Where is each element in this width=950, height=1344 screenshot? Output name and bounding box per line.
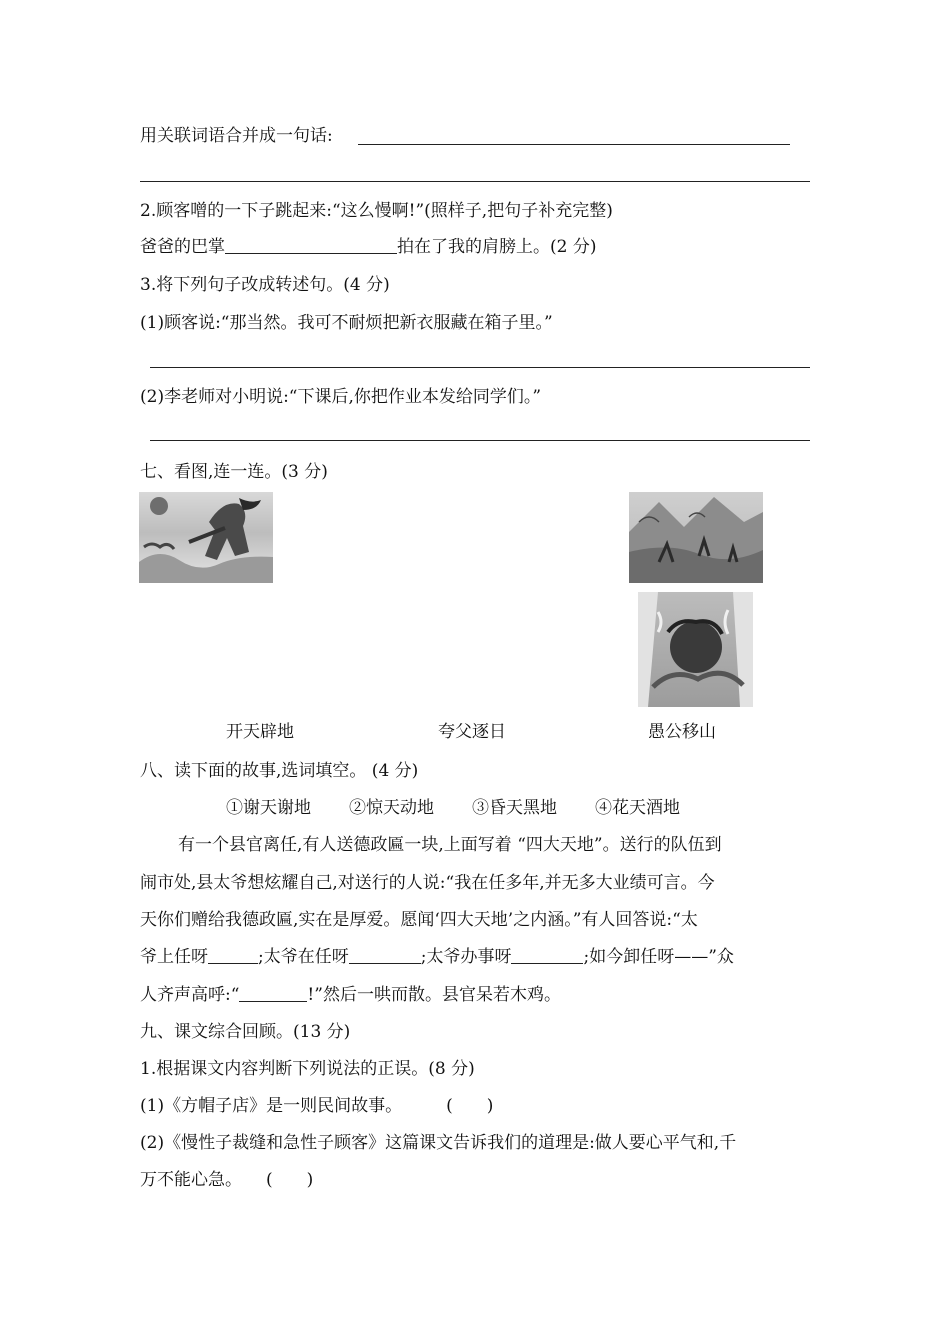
merge-label: 用关联词语合并成一句话: [140,126,333,146]
merge-sentence-prompt [140,124,333,148]
q9-title: 九、课文综合回顾。(13 分) [140,1022,351,1042]
story-line-5: 人齐声高呼:“ !”然后一哄而散。县官呆若木鸡。 [140,985,561,1005]
answer-paren-1[interactable]: ( ) [446,1096,494,1116]
q7-title: 七、看图,连一连。(3 分) [140,462,328,482]
q9-statement-2a: (2)《慢性子裁缝和急性子顾客》这篇课文告诉我们的道理是:做人要心平气和,千 [140,1133,737,1153]
story-line-1: 有一个县官离任,有人送德政匾一块,上面写着 “四大天地”。送行的队伍到 [178,835,722,855]
q6-item2: 2.顾客噌的一下子跳起来:“这么慢啊!”(照样子,把句子补充完整) [140,201,613,221]
story-line-3: 天你们赠给我德政匾,实在是厚爱。愿闻‘四大天地’之内涵。”有人回答说:“太 [140,910,698,930]
fill-blank-banshi[interactable] [511,945,583,964]
answer-paren-2[interactable]: ( ) [266,1170,314,1190]
pangu-picture [139,492,273,583]
q9-item1: 1.根据课文内容判断下列说法的正误。(8 分) [140,1059,475,1079]
option-4: ④花天酒地 [595,798,680,818]
q6-item3: 3.将下列句子改成转述句。(4 分) [140,275,390,295]
story-line-4: 爷上任呀 ;太爷在任呀 ;太爷办事呀 ;如今卸任呀——”众 [140,947,734,967]
answer-line-merge-1[interactable] [358,144,790,145]
fill-blank-shangren[interactable] [208,945,258,964]
q6-item2-fill: 爸爸的巴掌 拍在了我的肩膀上。(2 分) [140,237,597,257]
option-3: ③昏天黑地 [472,798,557,818]
option-1: ①谢天谢地 [226,798,311,818]
q6-item3-2: (2)李老师对小明说:“下课后,你把作业本发给同学们。” [140,387,542,407]
story-line-2: 闹市处,县太爷想炫耀自己,对送行的人说:“我在任多年,并无多大业绩可言。今 [140,873,715,893]
kuafu-picture [638,592,753,707]
fill-blank-palm[interactable] [225,235,397,254]
fill-blank-zairen[interactable] [349,945,421,964]
q8-title: 八、读下面的故事,选词填空。 (4 分) [140,761,419,781]
caption-yugong-yishan: 愚公移山 [648,722,716,742]
answer-line-item3-2[interactable] [150,440,810,441]
answer-line-merge-2[interactable] [140,181,810,182]
q9-statement-1: (1)《方帽子店》是一则民间故事。 ( ) [140,1096,494,1116]
yugong-picture [629,492,763,583]
answer-line-item3-1[interactable] [150,367,810,368]
q9-statement-2b: 万不能心急。 ( ) [140,1170,314,1190]
caption-kaitian-pidi: 开天辟地 [226,722,294,742]
caption-kuafu-zhuri: 夸父逐日 [438,722,506,742]
q8-options [226,796,680,820]
fill-blank-xieren[interactable] [239,983,307,1002]
q6-item3-1: (1)顾客说:“那当然。我可不耐烦把新衣服藏在箱子里。” [140,313,553,333]
option-2: ②惊天动地 [349,798,434,818]
